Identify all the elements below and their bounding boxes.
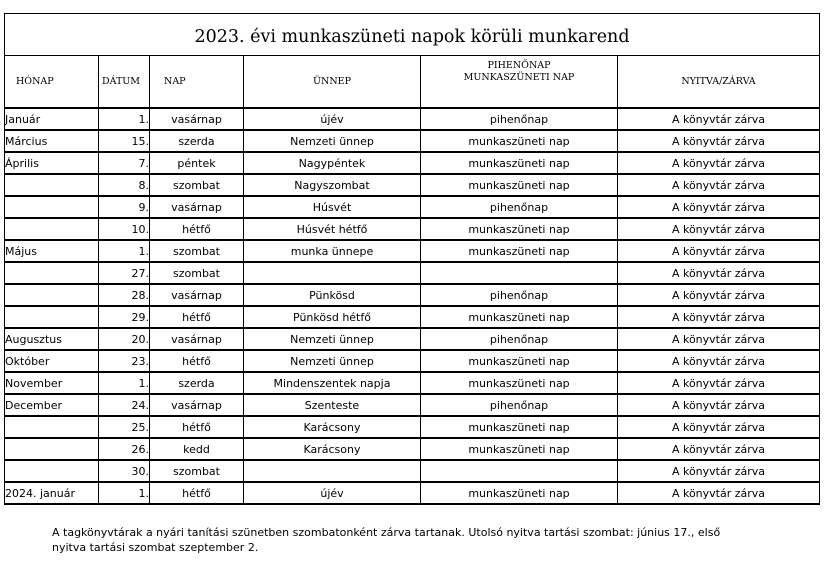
cell-status: A könyvtár zárva bbox=[618, 174, 820, 196]
cell-holiday: újév bbox=[244, 482, 421, 504]
cell-status: A könyvtár zárva bbox=[618, 438, 820, 460]
table-row bbox=[5, 108, 820, 130]
cell-holiday bbox=[244, 262, 421, 284]
cell-holiday: munka ünnepe bbox=[244, 240, 421, 262]
cell-month: 2024. január bbox=[5, 482, 99, 504]
header-holiday: ÜNNEP bbox=[244, 56, 421, 109]
cell-status: A könyvtár zárva bbox=[618, 240, 820, 262]
cell-day-type: pihenőnap bbox=[421, 328, 618, 350]
cell-day: kedd bbox=[150, 438, 244, 460]
table-row bbox=[5, 218, 820, 240]
cell-day-type: munkaszüneti nap bbox=[421, 240, 618, 262]
cell-date: 1. bbox=[99, 482, 150, 504]
header-day-type-line2: MUNKASZÜNETI NAP bbox=[463, 72, 575, 83]
table-row bbox=[5, 416, 820, 438]
header-status: NYITVA/ZÁRVA bbox=[618, 56, 820, 109]
cell-day-type: munkaszüneti nap bbox=[421, 482, 618, 504]
cell-day: vasárnap bbox=[150, 108, 244, 130]
cell-day-type: munkaszüneti nap bbox=[421, 416, 618, 438]
table-row bbox=[5, 262, 820, 284]
table-header-row bbox=[5, 56, 820, 109]
cell-month bbox=[5, 218, 99, 240]
header-day-type-line1: PIHENŐNAP bbox=[487, 60, 551, 71]
cell-month bbox=[5, 460, 99, 482]
table-row bbox=[5, 130, 820, 152]
header-day: NAP bbox=[150, 56, 244, 109]
cell-date: 1. bbox=[99, 108, 150, 130]
cell-date: 20. bbox=[99, 328, 150, 350]
cell-date: 28. bbox=[99, 284, 150, 306]
cell-day: vasárnap bbox=[150, 394, 244, 416]
cell-date: 27. bbox=[99, 262, 150, 284]
cell-holiday: Nemzeti ünnep bbox=[244, 328, 421, 350]
cell-month bbox=[5, 438, 99, 460]
header-date: DÁTUM bbox=[99, 56, 150, 109]
table-row bbox=[5, 350, 820, 372]
cell-day: hétfő bbox=[150, 416, 244, 438]
cell-date: 29. bbox=[99, 306, 150, 328]
cell-day-type: pihenőnap bbox=[421, 284, 618, 306]
table-body bbox=[5, 108, 820, 504]
schedule-table bbox=[4, 13, 820, 505]
cell-month: November bbox=[5, 372, 99, 394]
cell-status: A könyvtár zárva bbox=[618, 460, 820, 482]
cell-month: Január bbox=[5, 108, 99, 130]
cell-status: A könyvtár zárva bbox=[618, 152, 820, 174]
cell-date: 15. bbox=[99, 130, 150, 152]
cell-month: Augusztus bbox=[5, 328, 99, 350]
cell-day-type: pihenőnap bbox=[421, 394, 618, 416]
cell-status: A könyvtár zárva bbox=[618, 130, 820, 152]
cell-day: hétfő bbox=[150, 482, 244, 504]
cell-day: szombat bbox=[150, 174, 244, 196]
cell-day-type: munkaszüneti nap bbox=[421, 438, 618, 460]
cell-day-type: pihenőnap bbox=[421, 196, 618, 218]
table-row bbox=[5, 174, 820, 196]
cell-month bbox=[5, 262, 99, 284]
cell-date: 1. bbox=[99, 240, 150, 262]
cell-status: A könyvtár zárva bbox=[618, 108, 820, 130]
cell-status: A könyvtár zárva bbox=[618, 262, 820, 284]
cell-date: 10. bbox=[99, 218, 150, 240]
cell-date: 7. bbox=[99, 152, 150, 174]
cell-holiday: Pünkösd hétfő bbox=[244, 306, 421, 328]
cell-day-type: munkaszüneti nap bbox=[421, 218, 618, 240]
cell-holiday: Nemzeti ünnep bbox=[244, 130, 421, 152]
table-row bbox=[5, 482, 820, 504]
cell-month: Március bbox=[5, 130, 99, 152]
cell-day-type: munkaszüneti nap bbox=[421, 174, 618, 196]
cell-holiday: Pünkösd bbox=[244, 284, 421, 306]
cell-status: A könyvtár zárva bbox=[618, 416, 820, 438]
cell-status: A könyvtár zárva bbox=[618, 372, 820, 394]
cell-day: hétfő bbox=[150, 350, 244, 372]
cell-holiday: Szenteste bbox=[244, 394, 421, 416]
cell-status: A könyvtár zárva bbox=[618, 218, 820, 240]
table-row bbox=[5, 306, 820, 328]
cell-month bbox=[5, 174, 99, 196]
cell-status: A könyvtár zárva bbox=[618, 306, 820, 328]
cell-date: 1. bbox=[99, 372, 150, 394]
cell-month bbox=[5, 416, 99, 438]
cell-day: hétfő bbox=[150, 306, 244, 328]
cell-date: 24. bbox=[99, 394, 150, 416]
cell-day-type: munkaszüneti nap bbox=[421, 306, 618, 328]
cell-day-type: munkaszüneti nap bbox=[421, 350, 618, 372]
cell-date: 9. bbox=[99, 196, 150, 218]
page-title: 2023. évi munkaszüneti napok körüli munkarend bbox=[5, 14, 820, 56]
table-row bbox=[5, 438, 820, 460]
table-row bbox=[5, 460, 820, 482]
cell-day: vasárnap bbox=[150, 284, 244, 306]
cell-holiday: Mindenszentek napja bbox=[244, 372, 421, 394]
cell-month: Április bbox=[5, 152, 99, 174]
cell-day-type: munkaszüneti nap bbox=[421, 152, 618, 174]
cell-day: szerda bbox=[150, 372, 244, 394]
cell-month: Október bbox=[5, 350, 99, 372]
cell-date: 25. bbox=[99, 416, 150, 438]
cell-holiday: Karácsony bbox=[244, 438, 421, 460]
cell-day: hétfő bbox=[150, 218, 244, 240]
cell-date: 8. bbox=[99, 174, 150, 196]
table-row bbox=[5, 152, 820, 174]
table-row bbox=[5, 284, 820, 306]
cell-status: A könyvtár zárva bbox=[618, 196, 820, 218]
cell-day-type: pihenőnap bbox=[421, 108, 618, 130]
cell-month bbox=[5, 306, 99, 328]
table-row bbox=[5, 196, 820, 218]
cell-holiday: Húsvét hétfő bbox=[244, 218, 421, 240]
cell-day-type: munkaszüneti nap bbox=[421, 130, 618, 152]
cell-holiday: Karácsony bbox=[244, 416, 421, 438]
cell-day: szerda bbox=[150, 130, 244, 152]
cell-day: szombat bbox=[150, 240, 244, 262]
cell-holiday bbox=[244, 460, 421, 482]
cell-day: szombat bbox=[150, 460, 244, 482]
cell-status: A könyvtár zárva bbox=[618, 284, 820, 306]
cell-holiday: Húsvét bbox=[244, 196, 421, 218]
cell-date: 30. bbox=[99, 460, 150, 482]
cell-day-type bbox=[421, 460, 618, 482]
table-row bbox=[5, 240, 820, 262]
cell-status: A könyvtár zárva bbox=[618, 482, 820, 504]
cell-date: 26. bbox=[99, 438, 150, 460]
cell-day-type: munkaszüneti nap bbox=[421, 372, 618, 394]
header-month: HÓNAP bbox=[5, 56, 99, 109]
cell-month: December bbox=[5, 394, 99, 416]
table-row bbox=[5, 372, 820, 394]
cell-status: A könyvtár zárva bbox=[618, 328, 820, 350]
cell-date: 23. bbox=[99, 350, 150, 372]
cell-month bbox=[5, 196, 99, 218]
schedule-document bbox=[4, 13, 819, 505]
cell-day: vasárnap bbox=[150, 328, 244, 350]
cell-day: péntek bbox=[150, 152, 244, 174]
table-row bbox=[5, 394, 820, 416]
footnote-line-1: A tagkönyvtárak a nyári tanítási szünetben szombatonként zárva tartanak. Utolsó nyitva tartási szombat: június 17., első bbox=[52, 526, 721, 539]
cell-holiday: Nemzeti ünnep bbox=[244, 350, 421, 372]
cell-month: Május bbox=[5, 240, 99, 262]
cell-month bbox=[5, 284, 99, 306]
cell-status: A könyvtár zárva bbox=[618, 394, 820, 416]
header-day-type bbox=[421, 56, 618, 109]
cell-holiday: újév bbox=[244, 108, 421, 130]
cell-day: vasárnap bbox=[150, 196, 244, 218]
table-row bbox=[5, 328, 820, 350]
cell-day-type bbox=[421, 262, 618, 284]
cell-holiday: Nagyszombat bbox=[244, 174, 421, 196]
cell-holiday: Nagypéntek bbox=[244, 152, 421, 174]
cell-day: szombat bbox=[150, 262, 244, 284]
footnote-line-2: nyitva tartási szombat szeptember 2. bbox=[52, 541, 259, 554]
footnote bbox=[52, 525, 772, 555]
cell-status: A könyvtár zárva bbox=[618, 350, 820, 372]
